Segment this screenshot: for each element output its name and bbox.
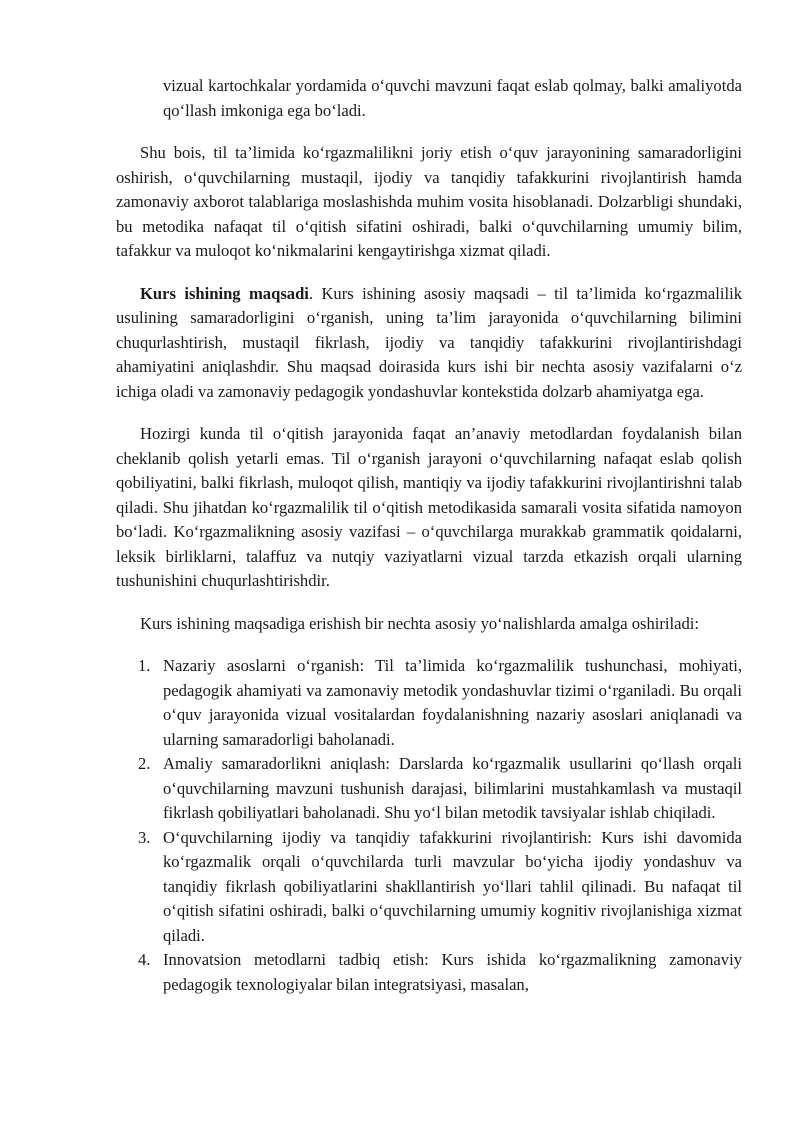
methods-paragraph: Hozirgi kunda til o‘qitish jarayonida faqat an’anaviy metodlardan foydalanish bilan cheklanib qolish yetarli emas. Til o‘rganish jarayoni o‘quvchilarning nafaqat eslab qolish qobiliyatini, balki fikrlash, muloqot qilish, mantiqiy va ijodiy tafakkurini rivojlantirishni talab qiladi. Shu jihatdan ko‘rgazmalilik til o‘qitish metodikasida samarali vosita sifatida namoyon bo‘ladi. Ko‘rgazmalikning asosiy vazifasi – o‘quvchilarga murakkab grammatik qoidalarni, leksik birliklarni, talaffuz va nutqiy vaziyatlarni vizual tarzda etkazish orqali ularning tushunishini chuqurlashtirishdir.	[116, 424, 742, 590]
list-item	[116, 826, 742, 949]
list-item-text: O‘quvchilarning ijodiy va tanqidiy tafakkurini rivojlantirish: Kurs ishi davomida ko‘rgazmalik orqali o‘quvchilarda turli mavzular bo‘yicha ijodiy yondashuv va tanqidiy fikrlash qobiliyatlarini shakllantirish yo‘llari tahlil qilinadi. Bu nafaqat til o‘qitish sifatini oshiradi, balki o‘quvchilarning umumiy kognitiv rivojlanishiga xizmat qiladi.	[163, 827, 742, 945]
list-item-number: 1.	[138, 656, 151, 675]
continuation-text: vizual kartochkalar yordamida o‘quvchi mavzuni faqat eslab qolmay, balki amaliyotda qo‘llash imkoniga ega bo‘ladi.	[163, 76, 742, 120]
list-item-number: 3.	[138, 827, 151, 847]
list-item-number: 2.	[138, 754, 151, 773]
list-item	[116, 654, 742, 752]
list-item-text: Amaliy samaradorlikni aniqlash: Darslarda ko‘rgazmalik usullarini qo‘llash orqali o‘quvchilarning mavzuni tushunish darajasi, bilimlarini mustahkamlash va mustaqil fikrlash qobiliyatlari baholanadi. Shu yo‘l bilan metodik tavsiyalar ishlab chiqiladi.	[163, 754, 742, 822]
goal-paragraph	[116, 282, 742, 405]
list-item	[116, 948, 742, 997]
directions-intro: Kurs ishining maqsadiga erishish bir nechta asosiy yo‘nalishlarda amalga oshiriladi:	[140, 613, 699, 633]
list-item-text: Innovatsion metodlarni tadbiq etish: Kurs ishida ko‘rgazmalikning zamonaviy pedagogik texnologiyalar bilan integratsiyasi, masalan,	[163, 950, 742, 994]
directions-list	[116, 654, 742, 997]
list-item	[116, 752, 742, 826]
goal-heading: Kurs ishining maqsadi	[140, 283, 309, 303]
relevance-paragraph: Shu bois, til ta’limida ko‘rgazmalilikni joriy etish o‘quv jarayonining samaradorligini oshirish, o‘quvchilarning mustaqil, ijodiy va tanqidiy tafakkurini rivojlantirish hamda zamonaviy axborot talablariga moslashishda muhim vosita hisoblanadi. Dolzarbligi shundaki, bu metodika nafaqat til o‘qitish sifatini oshiradi, balki o‘quvchilarning umumiy bilim, tafakkur va muloqot ko‘nikmalarini kengaytirishga xizmat qiladi.	[116, 143, 742, 260]
goal-text: . Kurs ishining asosiy maqsadi – til ta’limida ko‘rgazmalilik usulining samaradorligini o‘rganish, uning ta’lim jarayonida o‘quvchilarning bilimini chuqurlashtirish, mustaqil fikrlash, ijodiy va tanqidiy tafakkurini rivojlantirishdagi ahamiyatini aniqlashdir. Shu maqsad doirasida kurs ishi bir nechta asosiy vazifalarni o‘z ichiga oladi va zamonaviy pedagogik yondashuvlar kontekstida dolzarb ahamiyatga ega.	[116, 283, 742, 401]
list-item-text: Nazariy asoslarni o‘rganish: Til ta’limida ko‘rgazmalilik tushunchasi, mohiyati, pedagogik ahamiyati va zamonaviy metodik yondashuvlar tizimi o‘rganiladi. Bu orqali o‘quv jarayonida vizual vositalardan foydalanishning nazariy asoslari aniqlanadi va ularning samaradorligi baholanadi.	[163, 656, 742, 749]
list-item-number: 4.	[138, 950, 151, 969]
